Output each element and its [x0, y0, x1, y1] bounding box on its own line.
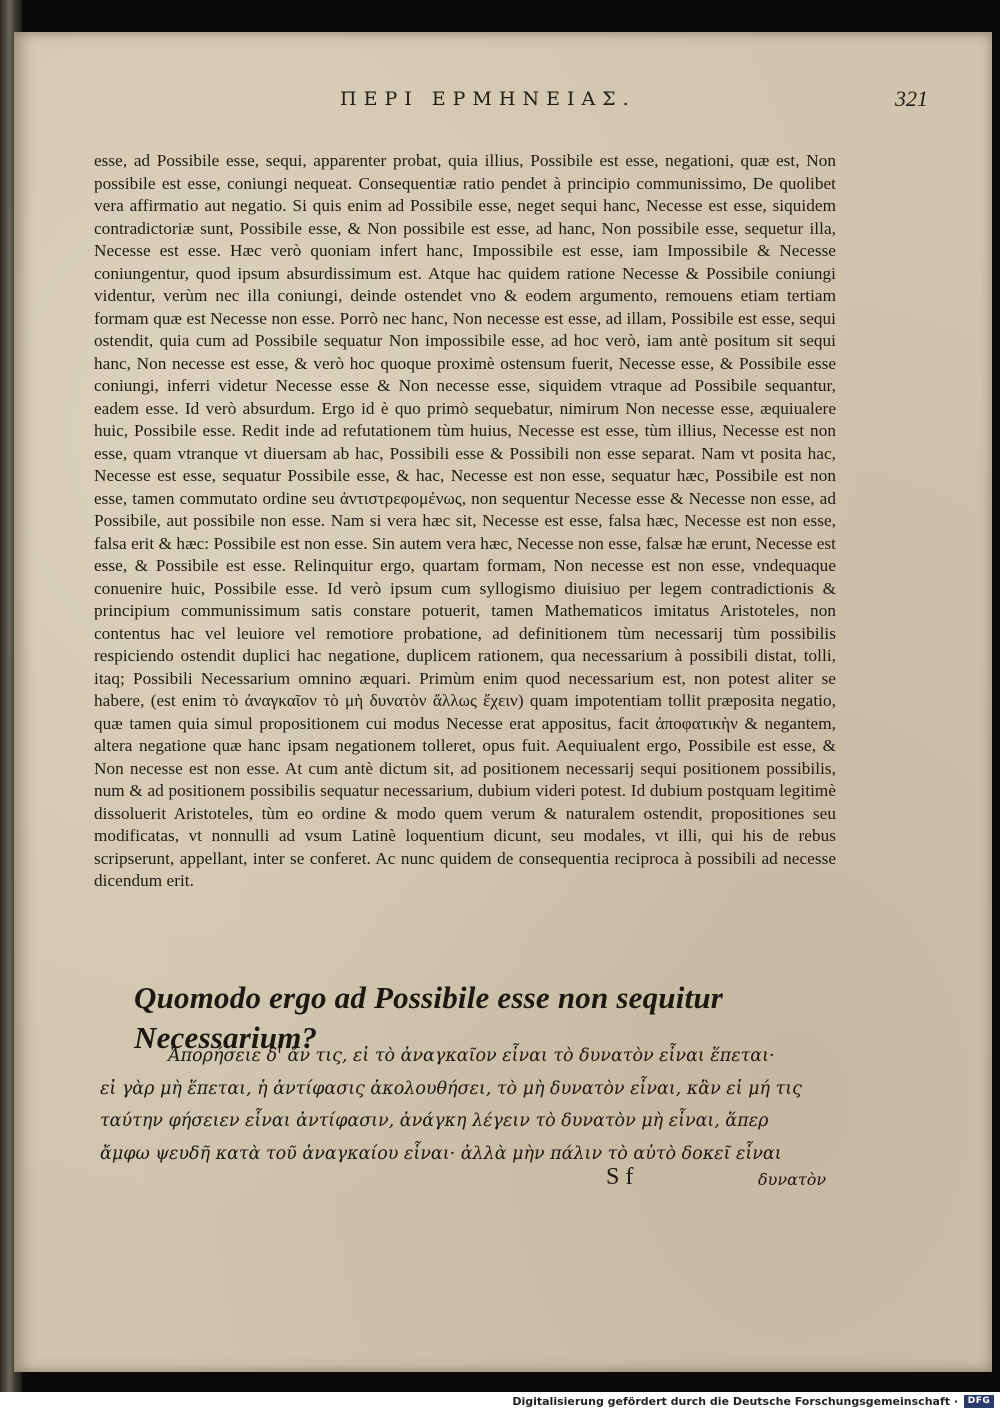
funding-credit: Digitalisierung gefördert durch die Deutsche Forschungsgemeinschaft · — [512, 1395, 958, 1408]
running-head: ΠΕΡΙ ΕΡΜΗΝΕΙΑΣ. — [340, 88, 636, 110]
main-text-block: esse, ad Possibile esse, sequi, apparenter probat, quia illius, Possibile est esse, negationi, quæ est, Non possibile est esse, coniungi nequeat. Consequentiæ ratio pendet à principio communissimo, De quolibet vera affirmatio aut negatio. Si quis enim ad Possibile esse, neget sequi hanc, Necesse est esse, siquidem contradictoriæ sunt, Possibile esse, & Non possibile est esse, ad hanc, Non possibile esse, sequetur illa, Necesse est esse. Hæc verò quoniam infert hanc, Impossibile est esse, iam Impossibile & Necesse coniungentur, quod ipsum absurdissimum est. Atque hac quidem ratione Necesse & Possibile coniungi videntur, verùm nec illa coniungi, deinde ostendet vno & eodem argumento, remouens etiam tertiam formam quæ est Necesse non esse. Porrò nec hanc, Non necesse est esse, ad illam, Possibile est esse, sequi ostendit, quia cum ad Possibile sequatur Non impossibile esse, ad hoc verò, iam antè positum sit sequi hanc, Non necesse est esse, & verò hoc quoque proximè ostensum fuerit, Necesse esse, & Possibile esse coniungi, inferri videtur Necesse esse & Non necesse esse, siquidem vtraque ad Possibile sequantur, eadem esse. Id verò absurdum. Ergo id è quo primò sequebatur, nimirum Non necesse esse, æquiualere huic, Possibile esse. Redit inde ad refutationem tùm huius, Necesse est esse, tùm illius, Necesse est non esse, quam vtranque vt diuersam ab hac, Possibili esse & Possibili non esse separat. Nam vt posita hac, Necesse est esse, sequatur Possibile esse, & hac, Necesse est non esse, sequatur hæc, Possibile est non esse, tamen commutato ordine seu ἀντιστρεφομένως, non sequentur Necesse esse & Necesse non esse, ad Possibile, aut possibile non esse. Nam si vera hæc sit, Necesse est esse, falsa hæc, Necesse est non esse, falsa erit & hæc: Possibile est non esse. Sin autem vera hæc, Necesse non esse, falsæ hæ erunt, Necesse est esse, & Possibile est esse. Relinquitur ergo, quartam formam, Non necesse est non esse, vndequaque conuenire huic, Possibile esse. Id verò ipsum cum syllogismo diuisiuo per legem contradictionis & principium communissimum satis constare potuerit, tamen Mathematicos imitatus Aristoteles, non contentus hac vel leuiore vel remotiore probatione, ad definitionem tùm necessarij tùm possibilis respiciendo ostendit duplici hac negatione, duplicem rationem, qua necessarium à possibili distat, tolli, itaq; Possibili Necessarium omnino æquari. Primùm enim quod necessarium est, non potest aliter se habere, (est enim τὸ ἀναγκαῖον τὸ μὴ δυνατὸν ἄλλως ἔχειν) quam impotentiam tollit præposita negatio, quæ tamen quia simul propositionem cui modus Necesse erat appositus, facit ἀποφατικὴν & negantem, altera negatione quæ hanc ipsam negationem tolleret, opus fuit. Aequiualent ergo, Possibile est esse, & Non necesse est non esse. At cum antè dictum sit, ad positionem necessarij sequi positionem possibilis, num & ad positionem possibilis sequatur necessarium, dubium videri potest. Id dubium postquam legitimè dissoluerit Aristoteles, tùm eo ordine & modo quem verum & naturalem ostendit, propositiones seu modificatas, vt nonnulli ad vsum Latinè loquentium dicunt, seu modales, vt illi, qui his de rebus scripserunt, appellant, inter se conferet. Ac nunc quidem de consequentia reciproca à possibili ad necesse dicendum erit. — [94, 151, 836, 890]
greek-quotation — [100, 1040, 860, 1170]
catchword: δυνατὸν — [758, 1170, 827, 1189]
greek-line: Ἀπορήσειε δ' ἄν τις, εἰ τὸ ἀναγκαῖον εἶναι τὸ δυνατὸν εἶναι ἕπεται· — [168, 1046, 775, 1066]
greek-line: ταύτην φήσειεν εἶναι ἀντίφασιν, ἀνάγκη λέγειν τὸ δυνατὸν μὴ εἶναι, ἅπερ — [100, 1111, 769, 1131]
page-number: 321 — [895, 86, 928, 111]
signature-mark: S f — [606, 1164, 634, 1190]
dfg-logo: DFG — [964, 1395, 994, 1408]
greek-line: εἰ γὰρ μὴ ἕπεται, ἡ ἀντίφασις ἀκολουθήσει, τὸ μὴ δυνατὸν εἶναι, κἂν εἰ μή τις — [100, 1078, 802, 1099]
greek-line: ἄμφω ψευδῆ κατὰ τοῦ ἀναγκαίου εἶναι· ἀλλὰ μὴν πάλιν τὸ αὐτὸ δοκεῖ εἶναι — [100, 1143, 782, 1164]
digitization-footer — [0, 1392, 1000, 1412]
section-heading: Quomodo ergo ad Possibile esse non sequitur Necessarium? — [134, 980, 724, 1055]
page-header — [300, 84, 940, 124]
